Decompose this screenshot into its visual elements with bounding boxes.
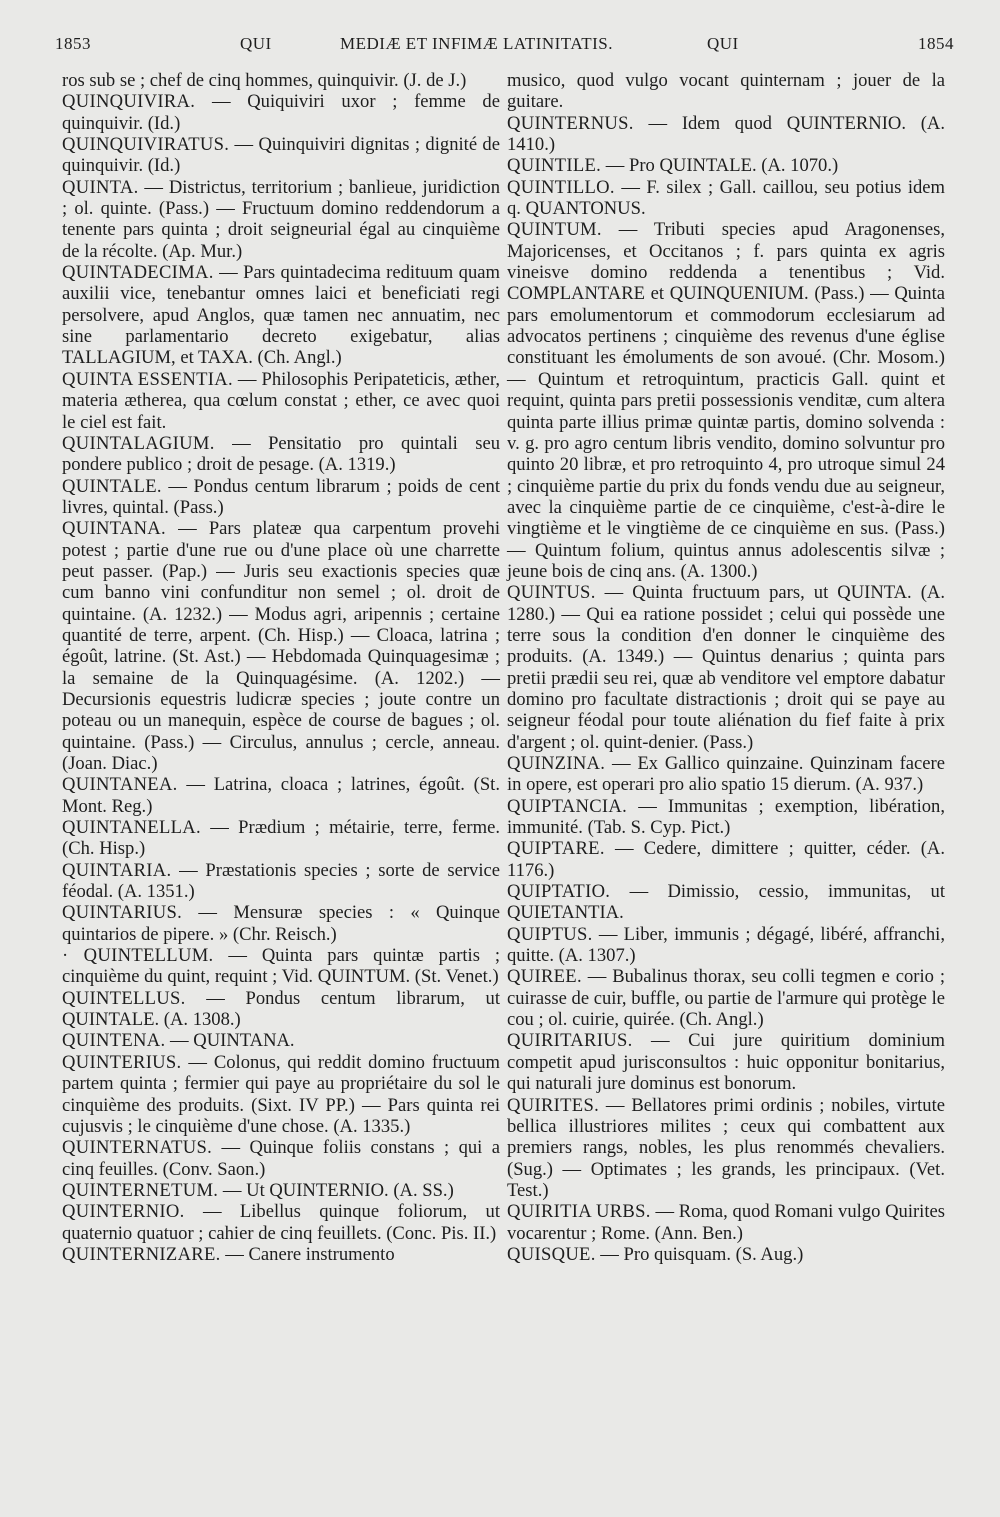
entry-headword: QUIRITES. xyxy=(507,1094,600,1116)
dictionary-entry xyxy=(62,1180,500,1201)
entry-definition: — Liber, immunis ; dégagé, libéré, affranchi, quitte. (A. 1307.) xyxy=(507,923,945,967)
entry-headword: QUINTARIUS. xyxy=(62,902,183,924)
entry-definition: — Districtus, territorium ; banlieue, juridiction ; ol. quinte. (Pass.) — Fructuum domino reddendorum a tenente pars quinta ; droit seigneurial égal au cinquième de la récolte. (Ap. Mur.) xyxy=(62,176,500,262)
left-column xyxy=(62,70,500,1265)
running-head-left: QUI xyxy=(240,34,272,53)
entry-definition: — Pars plateæ qua carpentum provehi potest ; partie d'une rue ou d'une place où une charrette peut passer. (Pap.) — Juris seu exactionis species quæ cum banno vini confunditur non semel ; ol. droit de quintaine. (A. 1232.) — Modus agri, aripennis ; certaine quantité de terre, arpent. (Ch. Hisp.) — Cloaca, latrina ; égoût, latrine. (St. Ast.) — Hebdomada Quinquagesimæ ; la semaine de la Quinquagésime. (A. 1202.) — Decursionis equestris ludicræ species ; joute contre un poteau ou un manequin, espèce de course de bagues ; ol. quintaine. (Pass.) — Circulus, annulus ; cercle, anneau. (Joan. Diac.) xyxy=(62,518,500,774)
entry-headword: QUINTELLUS. xyxy=(62,987,186,1009)
dictionary-entry xyxy=(507,753,945,796)
dictionary-entry xyxy=(62,774,500,817)
entry-headword: QUINTERNUS. xyxy=(507,112,634,134)
entry-definition: — Pensitatio pro quintali seu pondere publico ; droit de pesage. (A. 1319.) xyxy=(62,432,500,476)
entry-definition: — Prædium ; métairie, terre, ferme. (Ch. Hisp.) xyxy=(62,817,500,860)
entry-definition: — Pondus centum librarum ; poids de cent livres, quintal. (Pass.) xyxy=(62,475,500,518)
dictionary-entry xyxy=(62,476,500,519)
entry-definition: — Ut QUINTERNIO. (A. SS.) xyxy=(218,1179,454,1201)
dictionary-entry xyxy=(62,988,500,1031)
page-header xyxy=(55,34,954,60)
dictionary-entry xyxy=(507,1030,945,1094)
dictionary-entry xyxy=(62,902,500,945)
entry-headword: QUINTANEA. xyxy=(62,774,178,796)
entry-headword: QUINTENA. xyxy=(62,1030,166,1052)
entry-definition: — Colonus, qui reddit domino fructuum partem quinta ; fermier qui paye au propriétaire du sol le cinquième des produits. (Sixt. IV PP.) — Pars quinta rei cujusvis ; le cinquième d'une chose. (A. 1335.) xyxy=(62,1051,500,1137)
entry-definition: — Pondus centum librarum, ut QUINTALE. (A. 1308.) xyxy=(62,987,500,1031)
page-number-left: 1853 xyxy=(55,34,91,53)
entry-headword: QUINTADECIMA. xyxy=(62,262,214,284)
entry-headword: QUIPTARE. xyxy=(507,838,605,860)
entry-definition: — Tributi species apud Aragonenses, Majoricenses, et Occitanos ; f. pars quinta ex agris vineisve domino reddenda a tenentibus ; Vid. COMPLANTARE et QUINQUENIUM. (Pass.) — Quinta pars emolumentorum et commodorum ecclesiarum ad advocatos pertinens ; cinquième des revenus d'une église constituant les émoluments de son avoué. (Chr. Mosom.) — Quintum et retroquintum, practicis Gall. quint et requint, quinta pars pretii possessionis venditæ, cum altera quinta parte illius primæ quintæ partis, domino solvenda : v. g. pro agro centum libris vendito, domino solvuntur pro quinto 20 libræ, et pro retroquinto 4, pro utroque simul 24 ; cinquième partie du prix du fonds vendu due au seigneur, avec la cinquième partie de ce cinquième, c'est-à-dire le vingtième et le vingtième de ce cinquième en sus. (Pass.) — Quintum folium, quintus annus adolescentis silvæ ; jeune bois de cinq ans. (A. 1300.) xyxy=(507,219,945,582)
entry-definition: — Canere instrumento xyxy=(220,1243,395,1265)
entry-headword: QUINTARIA. xyxy=(62,859,172,881)
entry-headword: QUINQUIVIRATUS. xyxy=(62,134,230,156)
entry-definition: — Mensuræ species : « Quinque quintarios de pipere. » (Chr. Reisch.) xyxy=(62,902,500,945)
dictionary-entry xyxy=(62,1030,500,1051)
entry-headword: QUIPTATIO. xyxy=(507,881,611,903)
dictionary-entry xyxy=(507,113,945,156)
entry-headword: QUINTALE. xyxy=(62,475,162,497)
entry-headword: QUINTERIUS. xyxy=(62,1051,182,1073)
dictionary-entry xyxy=(507,1244,945,1265)
entry-headword: QUINTERNIZARE. xyxy=(62,1243,221,1265)
entry-definition: — Philosophis Peripateticis, æther, materia ætherea, qua cœlum constat ; ether, ce avec quoi le ciel est fait. xyxy=(62,368,500,433)
dictionary-entry xyxy=(507,1095,945,1202)
dictionary-entry xyxy=(62,70,500,91)
entry-definition: — Quinta pars quintæ partis ; cinquième du quint, requint ; Vid. QUINTUM. (St. Venet.) xyxy=(62,945,500,988)
dictionary-entry xyxy=(62,433,500,476)
dictionary-entry xyxy=(507,881,945,924)
entry-definition: — Libellus quinque foliorum, ut quaternio quatuor ; cahier de cinq feuillets. (Conc. Pis. II.) xyxy=(62,1201,500,1244)
entry-headword: · QUINTELLUM. xyxy=(62,945,214,967)
dictionary-entry xyxy=(62,1137,500,1180)
entry-headword: QUIREE. xyxy=(507,966,582,988)
right-column xyxy=(507,70,945,1265)
running-head-right: QUI xyxy=(707,34,739,53)
entry-headword: QUINTILLO. xyxy=(507,176,615,198)
entry-definition: — Ex Gallico quinzaine. Quinzinam facere in opere, est operari pro alio spatio 15 dierum. (A. 937.) xyxy=(507,753,945,796)
entry-headword: QUISQUE. xyxy=(507,1243,596,1265)
entry-definition: — Præstationis species ; sorte de service féodal. (A. 1351.) xyxy=(62,859,500,903)
dictionary-entry xyxy=(62,369,500,433)
entry-definition: — Bellatores primi ordinis ; nobiles, virtute bellica illustriores milites ; ceux qui combattent aux premiers rangs, nobles, les plus renommés chevaliers. (Sug.) — Optimates ; les grands, les principaux. (Vet. Test.) xyxy=(507,1094,945,1201)
dictionary-entry xyxy=(507,70,945,113)
entry-definition: — Quinquiviri dignitas ; dignité de quinquivir. (Id.) xyxy=(62,134,500,177)
entry-headword: QUINTANA. xyxy=(62,518,166,540)
entry-definition: — Latrina, cloaca ; latrines, égoût. (St. Mont. Reg.) xyxy=(62,774,500,817)
dictionary-entry xyxy=(62,1052,500,1137)
entry-definition: musico, quod vulgo vocant quinternam ; jouer de la guitare. xyxy=(507,70,945,113)
dictionary-entry xyxy=(507,796,945,839)
dictionary-entry xyxy=(507,1201,945,1244)
dictionary-entry xyxy=(62,262,500,369)
entry-definition: — Dimissio, cessio, immunitas, ut QUIETANTIA. xyxy=(507,881,945,924)
dictionary-entry xyxy=(507,155,945,176)
entry-headword: QUINZINA. xyxy=(507,753,606,774)
entry-definition: — Cui jure quiritium dominium competit apud jurisconsultos : huic opponitur bonitarius, qui naturali jure dominus est bonorum. xyxy=(507,1030,945,1095)
entry-definition: — Pars quintadecima redituum quam auxilii vice, tenebantur omnes laici et beneficiati regi persolvere, apud Anglos, quæ tamen nec annuatim, nec sine parlamentario decreto exigebatur, alias TALLAGIUM, et TAXA. (Ch. Angl.) xyxy=(62,262,500,369)
dictionary-entry xyxy=(507,924,945,967)
dictionary-entry xyxy=(507,219,945,582)
entry-definition: — Roma, quod Romani vulgo Quirites vocarentur ; Rome. (Ann. Ben.) xyxy=(507,1201,945,1244)
dictionary-entry xyxy=(507,582,945,753)
entry-headword: QUINTUM. xyxy=(507,219,602,241)
entry-definition: — Pro quisquam. (S. Aug.) xyxy=(595,1243,804,1265)
entry-definition: — F. silex ; Gall. caillou, seu potius idem q. QUANTONUS. xyxy=(507,176,945,220)
entry-definition: — QUINTANA. xyxy=(165,1030,295,1052)
entry-definition: — Cedere, dimittere ; quitter, céder. (A. 1176.) xyxy=(507,838,945,881)
entry-definition: — Quinta fructuum pars, ut QUINTA. (A. 1280.) — Qui ea ratione possidet ; celui qui possède une terre sous la condition d'en donner le cinquième des produits. (A. 1349.) — Quintus denarius ; quinta pars pretii prædii seu rei, quæ ab venditore vel emptore dabatur domino pro facultate distractionis ; droit qui se paye au seigneur féodal pour toute aliénation du fief faite à prix d'argent ; ol. quint-denier. (Pass.) xyxy=(507,582,945,753)
dictionary-entry xyxy=(507,966,945,1030)
entry-headword: QUIRITARIUS. xyxy=(507,1030,633,1052)
entry-headword: QUINTALAGIUM. xyxy=(62,432,215,454)
entry-definition: — Quiquiviri uxor ; femme de quinquivir. (Id.) xyxy=(62,91,500,134)
entry-definition: ros sub se ; chef de cinq hommes, quinquivir. (J. de J.) xyxy=(62,70,467,91)
entry-definition: — Bubalinus thorax, seu colli tegmen e corio ; cuirasse de cuir, buffle, ou partie de l'armure qui protège le cou ; ol. cuirie, quirée. (Ch. Angl.) xyxy=(507,966,946,1031)
entry-headword: QUINTERNIO. xyxy=(62,1201,185,1223)
dictionary-entry xyxy=(62,177,500,262)
dictionary-entry xyxy=(62,1201,500,1244)
entry-headword: QUINTERNATUS. xyxy=(62,1137,213,1159)
dictionary-entry xyxy=(62,91,500,134)
entry-headword: QUIPTANCIA. xyxy=(507,795,628,817)
entry-headword: QUINTANELLA. xyxy=(62,817,201,839)
entry-headword: QUINTILE. xyxy=(507,155,602,177)
entry-definition: — Idem quod QUINTERNIO. (A. 1410.) xyxy=(507,112,945,156)
entry-definition: — Pro QUINTALE. (A. 1070.) xyxy=(601,155,839,177)
dictionary-entry xyxy=(62,518,500,774)
dictionary-entry xyxy=(62,134,500,177)
running-head-title: MEDIÆ ET INFIMÆ LATINITATIS. xyxy=(340,34,613,53)
dictionary-entry xyxy=(62,817,500,860)
dictionary-entry xyxy=(62,945,500,988)
page-number-right: 1854 xyxy=(918,34,954,53)
entry-headword: QUIRITIA URBS. xyxy=(507,1201,651,1223)
entry-headword: QUINTERNETUM. xyxy=(62,1179,219,1201)
dictionary-entry xyxy=(62,1244,500,1265)
entry-headword: QUINTA ESSENTIA. xyxy=(62,368,233,390)
entry-headword: QUIPTUS. xyxy=(507,923,593,945)
entry-definition: — Quinque foliis constans ; qui a cinq feuilles. (Conv. Saon.) xyxy=(62,1137,500,1180)
dictionary-entry xyxy=(507,177,945,220)
entry-headword: QUINTUS. xyxy=(507,582,596,604)
entry-definition: — Immunitas ; exemption, libération, immunité. (Tab. S. Cyp. Pict.) xyxy=(507,795,945,839)
dictionary-entry xyxy=(507,838,945,881)
entry-headword: QUINTA. xyxy=(62,176,139,198)
entry-headword: QUINQUIVIRA. xyxy=(62,91,196,113)
dictionary-entry xyxy=(62,860,500,903)
